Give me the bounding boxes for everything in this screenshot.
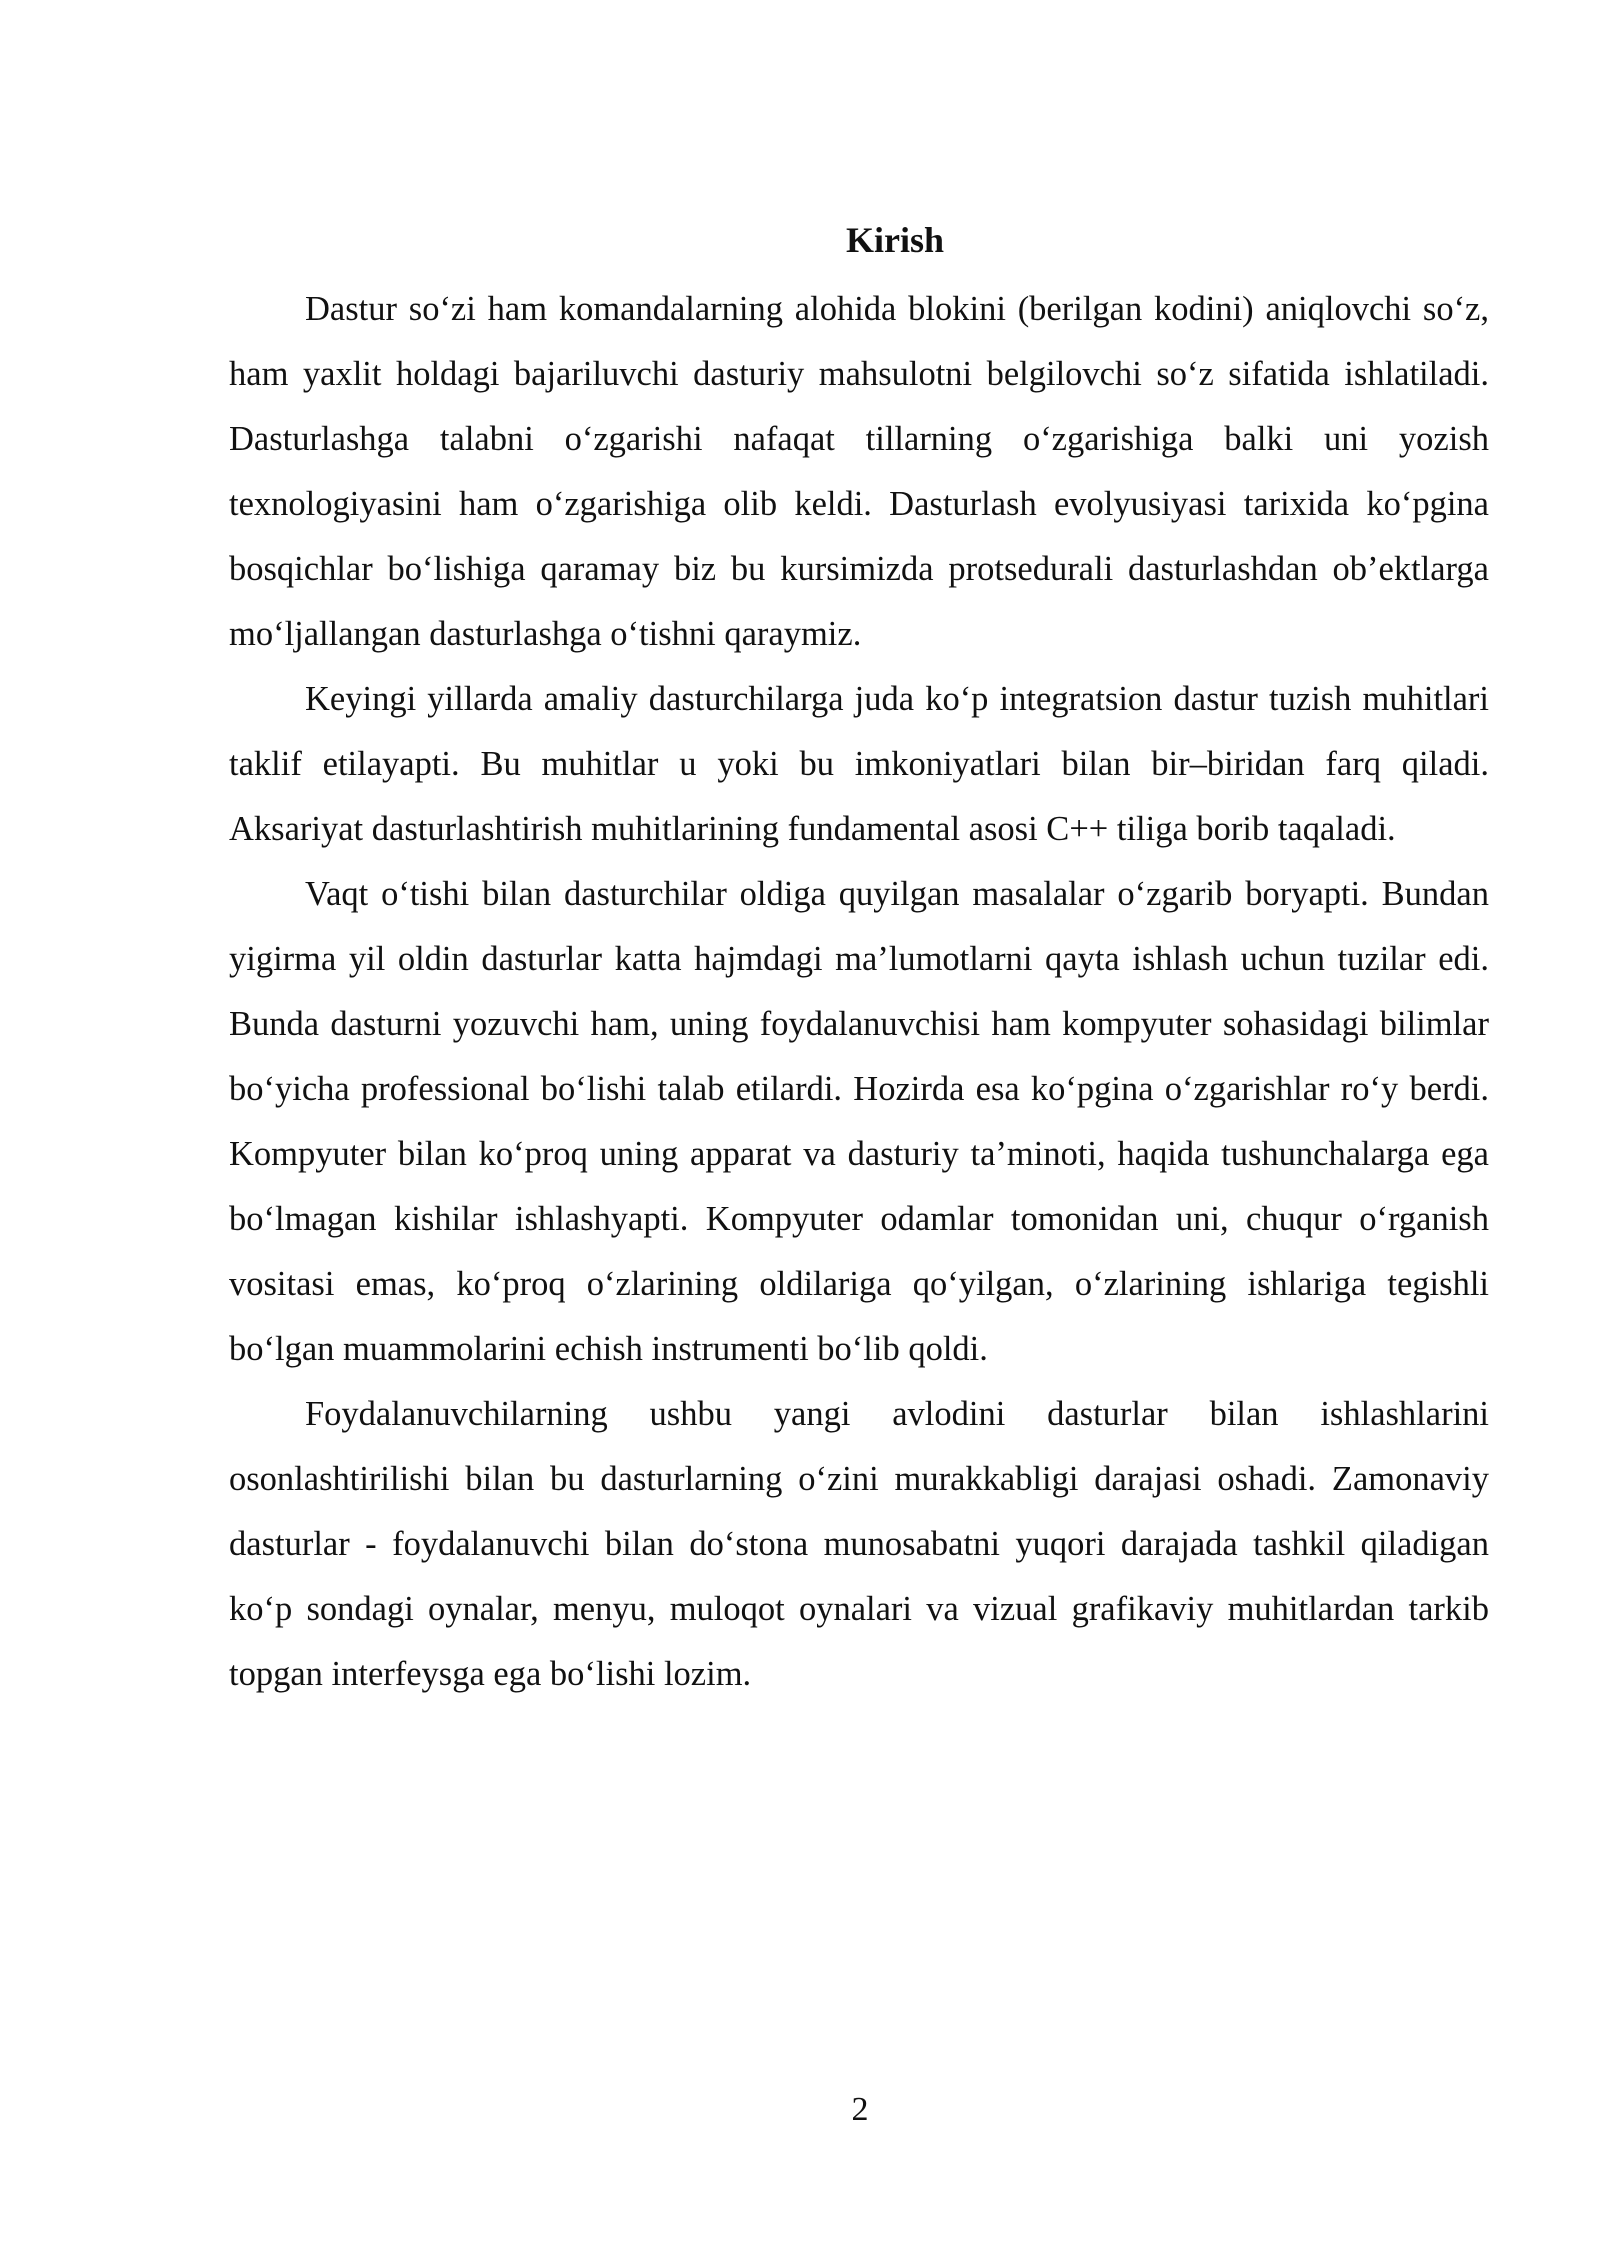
paragraph-2: Keyingi yillarda amaliy dasturchilarga juda ko‘p integratsion dastur tuzish muhitlari taklif etilayapti. Bu muhitlar u yoki bu imkoniyatlari bilan bir–biridan farq qiladi. Aksariyat dasturlashtirish muhitlarining fundamental asosi C++ tiliga borib taqaladi. (229, 680, 1489, 848)
page-number: 2 (851, 2091, 869, 2128)
paragraph-3: Vaqt o‘tishi bilan dasturchilar oldiga quyilgan masalalar o‘zgarib boryapti. Bundan yigirma yil oldin dasturlar katta hajmdagi ma’lumotlarni qayta ishlash uchun tuzilar edi. Bunda dasturni yozuvchi ham, uning foydalanuvchisi ham kompyuter sohasidagi bilimlar bo‘yicha professional bo‘lishi talab etilardi. Hozirda esa ko‘pgina o‘zgarishlar ro‘y berdi. Kompyuter bilan ko‘proq uning apparat va dasturiy ta’minoti, haqida tushunchalarga ega bo‘lmagan kishilar ishlashyapti. Kompyuter odamlar tomonidan uni, chuqur o‘rganish vositasi emas, ko‘proq o‘zlarining oldilariga qo‘yilgan, o‘zlarining ishlariga tegishli bo‘lgan muammolarini echish instrumenti bo‘lib qoldi. (229, 875, 1489, 1368)
body-text (229, 277, 1489, 1707)
page-title: Kirish (845, 220, 944, 260)
paragraph-4: Foydalanuvchilarning ushbu yangi avlodini dasturlar bilan ishlashlarini osonlashtirilishi bilan bu dasturlarning o‘zini murakkabligi darajasi oshadi. Zamonaviy dasturlar - foydalanuvchi bilan do‘stona munosabatni yuqori darajada tashkil qiladigan ko‘p sondagi oynalar, menyu, muloqot oynalari va vizual grafikaviy muhitlardan tarkib topgan interfeysga ega bo‘lishi lozim. (229, 1395, 1489, 1693)
paragraph-1: Dastur so‘zi ham komandalarning alohida blokini (berilgan kodini) aniqlovchi so‘z, ham yaxlit holdagi bajariluvchi dasturiy mahsulotni belgilovchi so‘z sifatida ishlatiladi. Dasturlashga talabni o‘zgarishi nafaqat tillarning o‘zgarishiga balki uni yozish texnologiyasini ham o‘zgarishiga olib keldi. Dasturlash evolyusiyasi tarixida ko‘pgina bosqichlar bo‘lishiga qaramay biz bu kursimizda protsedurali dasturlashdan ob’ektlarga mo‘ljallangan dasturlashga o‘tishni qaraymiz. (229, 290, 1489, 653)
